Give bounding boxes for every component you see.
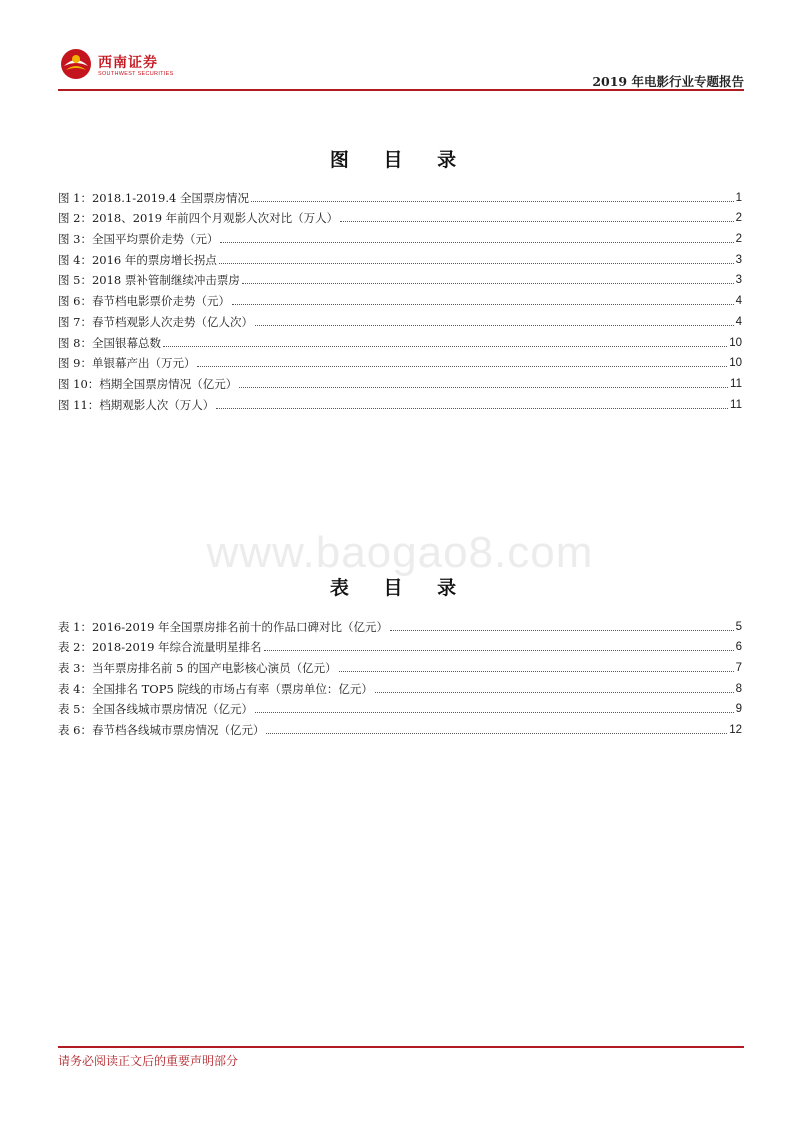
report-title: 2019 年电影行业专题报告: [592, 74, 744, 89]
toc-entry-page: 4: [735, 295, 742, 308]
toc-entry-label: 图 6：春节档电影票价走势（元）: [58, 294, 230, 309]
toc-entry-label: 表 6：春节档各线城市票房情况（亿元）: [58, 723, 265, 738]
toc-leader-dots: [216, 407, 728, 409]
toc-leader-dots: [255, 711, 734, 713]
toc-entry-page: 4: [735, 315, 742, 328]
toc-leader-dots: [390, 629, 734, 631]
page-header: [58, 44, 744, 92]
toc-leader-dots: [220, 241, 733, 243]
watermark: www.baogao8.com: [206, 528, 594, 577]
logo-chinese-name: 西南证券: [98, 55, 158, 71]
toc-entry-page: 10: [729, 357, 742, 370]
toc-leader-dots: [266, 732, 727, 734]
toc-entry-label: 图 2：2018、2019 年前四个月观影人次对比（万人）: [58, 211, 339, 226]
toc-entry-page: 8: [735, 682, 742, 695]
toc-entry-label: 表 4：全国排名 TOP5 院线的市场占有率（票房单位：亿元）: [58, 681, 373, 696]
toc-leader-dots: [242, 282, 734, 284]
figure-list: [58, 184, 742, 412]
toc-entry-label: 图 8：全国银幕总数: [58, 335, 161, 350]
toc-entry-label: 图 3：全国平均票价走势（元）: [58, 232, 219, 247]
toc-entry[interactable]: [58, 654, 742, 675]
toc-leader-dots: [197, 365, 727, 367]
toc-entry-page: 3: [735, 253, 742, 266]
toc-entry-page: 2: [735, 212, 742, 225]
toc-entry-label: 图 9：单银幕产出（万元）: [58, 356, 196, 371]
toc-leader-dots: [163, 345, 727, 347]
toc-entry-page: 3: [735, 274, 742, 287]
toc-entry[interactable]: [58, 308, 742, 329]
toc-entry-label: 表 3：当年票房排名前 5 的国产电影核心演员（亿元）: [58, 661, 337, 676]
toc-leader-dots: [255, 324, 734, 326]
footer-divider: [58, 1046, 744, 1048]
toc-entry[interactable]: [58, 184, 742, 205]
toc-entry-label: 图 5：2018 票补管制继续冲击票房: [58, 273, 240, 288]
toc-entry[interactable]: [58, 696, 742, 717]
toc-entry[interactable]: [58, 391, 742, 412]
toc-leader-dots: [264, 649, 734, 651]
toc-entry-label: 表 1：2016-2019 年全国票房排名前十的作品口碑对比（亿元）: [58, 619, 389, 634]
toc-entry-label: 图 7：春节档观影人次走势（亿人次）: [58, 314, 253, 329]
table-list-title: 表 目 录: [329, 577, 471, 599]
toc-leader-dots: [239, 386, 728, 388]
toc-entry-page: 12: [729, 724, 742, 737]
toc-entry[interactable]: [58, 287, 742, 308]
toc-entry-page: 1: [735, 191, 742, 204]
toc-entry-page: 5: [735, 620, 742, 633]
toc-entry-page: 2: [735, 233, 742, 246]
table-list: [58, 613, 742, 737]
company-logo: [58, 46, 218, 84]
toc-entry[interactable]: [58, 716, 742, 737]
toc-leader-dots: [340, 220, 733, 222]
toc-entry-label: 图 1：2018.1-2019.4 全国票房情况: [58, 190, 249, 205]
footer-disclaimer: 请务必阅读正文后的重要声明部分: [58, 1054, 239, 1068]
toc-entry-page: 7: [735, 662, 742, 675]
toc-entry-page: 9: [735, 703, 742, 716]
toc-leader-dots: [219, 262, 734, 264]
toc-leader-dots: [339, 670, 734, 672]
toc-entry-label: 图 10：档期全国票房情况（亿元）: [58, 376, 238, 391]
toc-entry-label: 表 2：2018-2019 年综合流量明星排名: [58, 640, 262, 655]
toc-leader-dots: [232, 303, 734, 305]
toc-entry-label: 图 4：2016 年的票房增长拐点: [58, 252, 217, 267]
toc-leader-dots: [375, 691, 734, 693]
toc-leader-dots: [251, 200, 734, 202]
toc-entry-page: 10: [729, 336, 742, 349]
header-divider: [58, 89, 744, 91]
toc-entry-page: 6: [735, 641, 742, 654]
toc-entry-page: 11: [730, 398, 742, 411]
logo-emblem-icon: [60, 48, 92, 80]
toc-entry[interactable]: [58, 267, 742, 288]
toc-entry[interactable]: [58, 350, 742, 371]
toc-entry[interactable]: [58, 246, 742, 267]
toc-entry-label: 表 5：全国各线城市票房情况（亿元）: [58, 702, 253, 717]
logo-english-name: SOUTHWEST SECURITIES: [98, 71, 174, 77]
toc-entry-page: 11: [730, 377, 742, 390]
toc-entry[interactable]: [58, 329, 742, 350]
toc-entry[interactable]: [58, 634, 742, 655]
toc-entry[interactable]: [58, 675, 742, 696]
toc-entry[interactable]: [58, 613, 742, 634]
toc-entry[interactable]: [58, 225, 742, 246]
toc-entry-label: 图 11：档期观影人次（万人）: [58, 397, 215, 412]
toc-entry[interactable]: [58, 205, 742, 226]
figure-list-title: 图 目 录: [329, 149, 471, 171]
toc-entry[interactable]: [58, 370, 742, 391]
